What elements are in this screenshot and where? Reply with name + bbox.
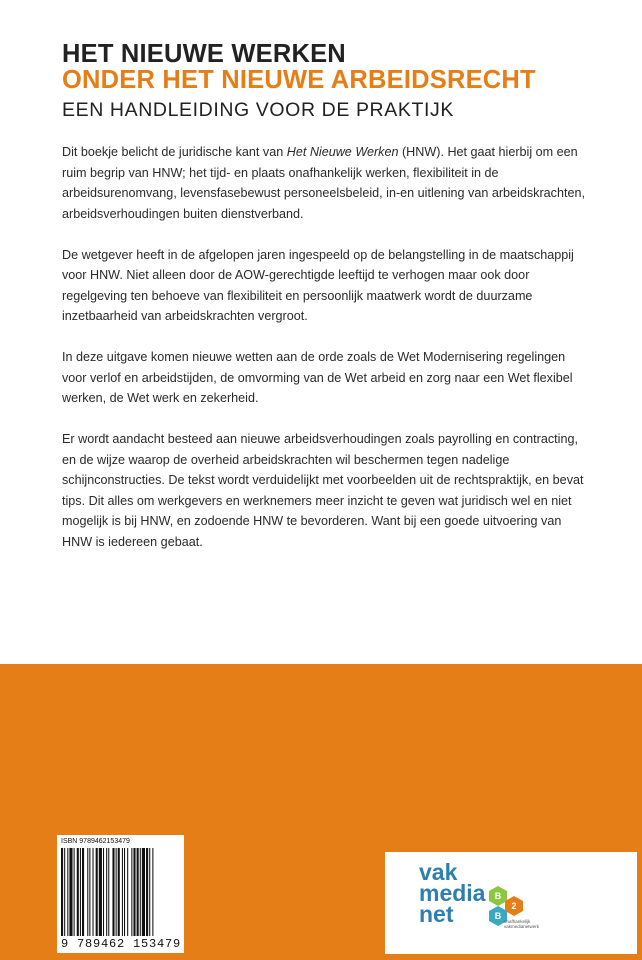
- barcode-bar: [116, 848, 117, 936]
- logo-word-net: net: [419, 901, 454, 927]
- blurb-text: [62, 142, 587, 573]
- barcode-bar: [96, 848, 98, 936]
- logo-tagline-1: onafhankelijk: [504, 919, 531, 924]
- barcode-bar: [118, 848, 120, 936]
- barcode-bar: [112, 848, 114, 936]
- barcode-bar: [146, 848, 148, 936]
- barcode-bar: [108, 848, 109, 936]
- barcode-bar: [149, 848, 150, 936]
- hex-2-icon: [505, 896, 523, 916]
- hex-b-bottom-label: B: [494, 911, 502, 921]
- barcode-bar: [89, 848, 90, 936]
- barcode-bar: [131, 848, 132, 936]
- barcode-bar: [133, 848, 135, 936]
- blurb-p1-start: Dit boekje belicht de juridische kant van: [62, 145, 287, 159]
- barcode-bar: [64, 848, 65, 936]
- isbn-label: ISBN 9789462153479: [61, 838, 130, 845]
- logo-wordmark: [419, 859, 486, 927]
- barcode-bar: [82, 848, 84, 936]
- logo-tagline-2: vakmedianetwerk: [504, 924, 540, 929]
- barcode-bar: [99, 848, 102, 936]
- barcode-bar: [106, 848, 107, 936]
- book-subtitle: EEN HANDLEIDING VOOR DE PRAKTIJK: [62, 99, 454, 121]
- barcode-bar: [137, 848, 139, 936]
- blurb-p1-end: (HNW). Het gaat hierbij om een ruim begrip van HNW; het tijd- en plaats onafhankelijk werken, flexibiliteit in de arbeidsurenomvang, levensfasebewust personeelsbeleid, in-en uitlening van arbeidskrachten, arbeidsverhoudingen buiten dienstverband.: [62, 145, 585, 221]
- barcode-bar: [67, 848, 68, 936]
- barcode-bar: [140, 848, 141, 936]
- blurb-p1-italic: Het Nieuwe Werken: [286, 145, 399, 159]
- barcode: [57, 835, 184, 953]
- barcode-bar: [122, 848, 123, 936]
- blurb-paragraph-2: De wetgever heeft in de afgelopen jaren ingespeeld op de belangstelling in de maatschappij voor HNW. Niet alleen door de AOW-gerechtigde leeftijd te verhogen maar ook door regelgeving ten behoeve van flexibiliteit en persoonlijk maatwerk wordt de duurzame inzetbaarheid van arbeidskrachten vergroot.: [62, 247, 574, 323]
- barcode-bar: [103, 848, 104, 936]
- book-title-line-2: ONDER HET NIEUWE ARBEIDSRECHT: [62, 66, 536, 94]
- logo-tagline: [504, 919, 539, 929]
- blurb-paragraph-3: In deze uitgave komen nieuwe wetten aan de orde zoals de Wet Modernisering regelingen voor verlof en arbeidstijden, de omvorming van de Wet arbeid en zorg naar een Wet flexibel werken, de Wet werk en zekerheid.: [62, 350, 573, 405]
- barcode-bar: [74, 848, 75, 936]
- barcode-bar: [61, 848, 63, 936]
- barcode-bars: [61, 848, 179, 936]
- barcode-bar: [142, 848, 145, 936]
- barcode-bar: [77, 848, 79, 936]
- logo-word-media: media: [419, 880, 486, 906]
- logo-word-vak: vak: [419, 859, 458, 885]
- barcode-bar: [152, 848, 153, 936]
- blurb-paragraph-1: [62, 142, 587, 224]
- barcode-bar: [124, 848, 125, 936]
- barcode-bar: [87, 848, 88, 936]
- hex-b-top-label: B: [494, 891, 502, 901]
- book-title-line-1: HET NIEUWE WERKEN: [62, 40, 346, 68]
- isbn-number: 9 789462 153479: [61, 937, 182, 951]
- barcode-bar: [69, 848, 72, 936]
- blurb-paragraph-4: Er wordt aandacht besteed aan nieuwe arbeidsverhoudingen zoals payrolling en contracting, en de wijze waarop de overheid arbeidskrachten wil beschermen tegen nadelige schijnconstructies. De tekst wordt verduidelijkt met voorbeelden uit de rechtspraktijk, en bevat tips. Dit alles om werkgevers en werknemers meer inzicht te geven wat juridisch wel en niet mogelijk is bij HNW, en zodoende HNW te bevorderen. Want bij een goede uitvoering van HNW is iedereen gebaat.: [62, 432, 584, 549]
- publisher-logo: [385, 852, 637, 954]
- barcode-bar: [93, 848, 94, 936]
- hex-2-label: 2: [511, 901, 517, 911]
- barcode-bar: [127, 848, 128, 936]
- barcode-bar: [80, 848, 81, 936]
